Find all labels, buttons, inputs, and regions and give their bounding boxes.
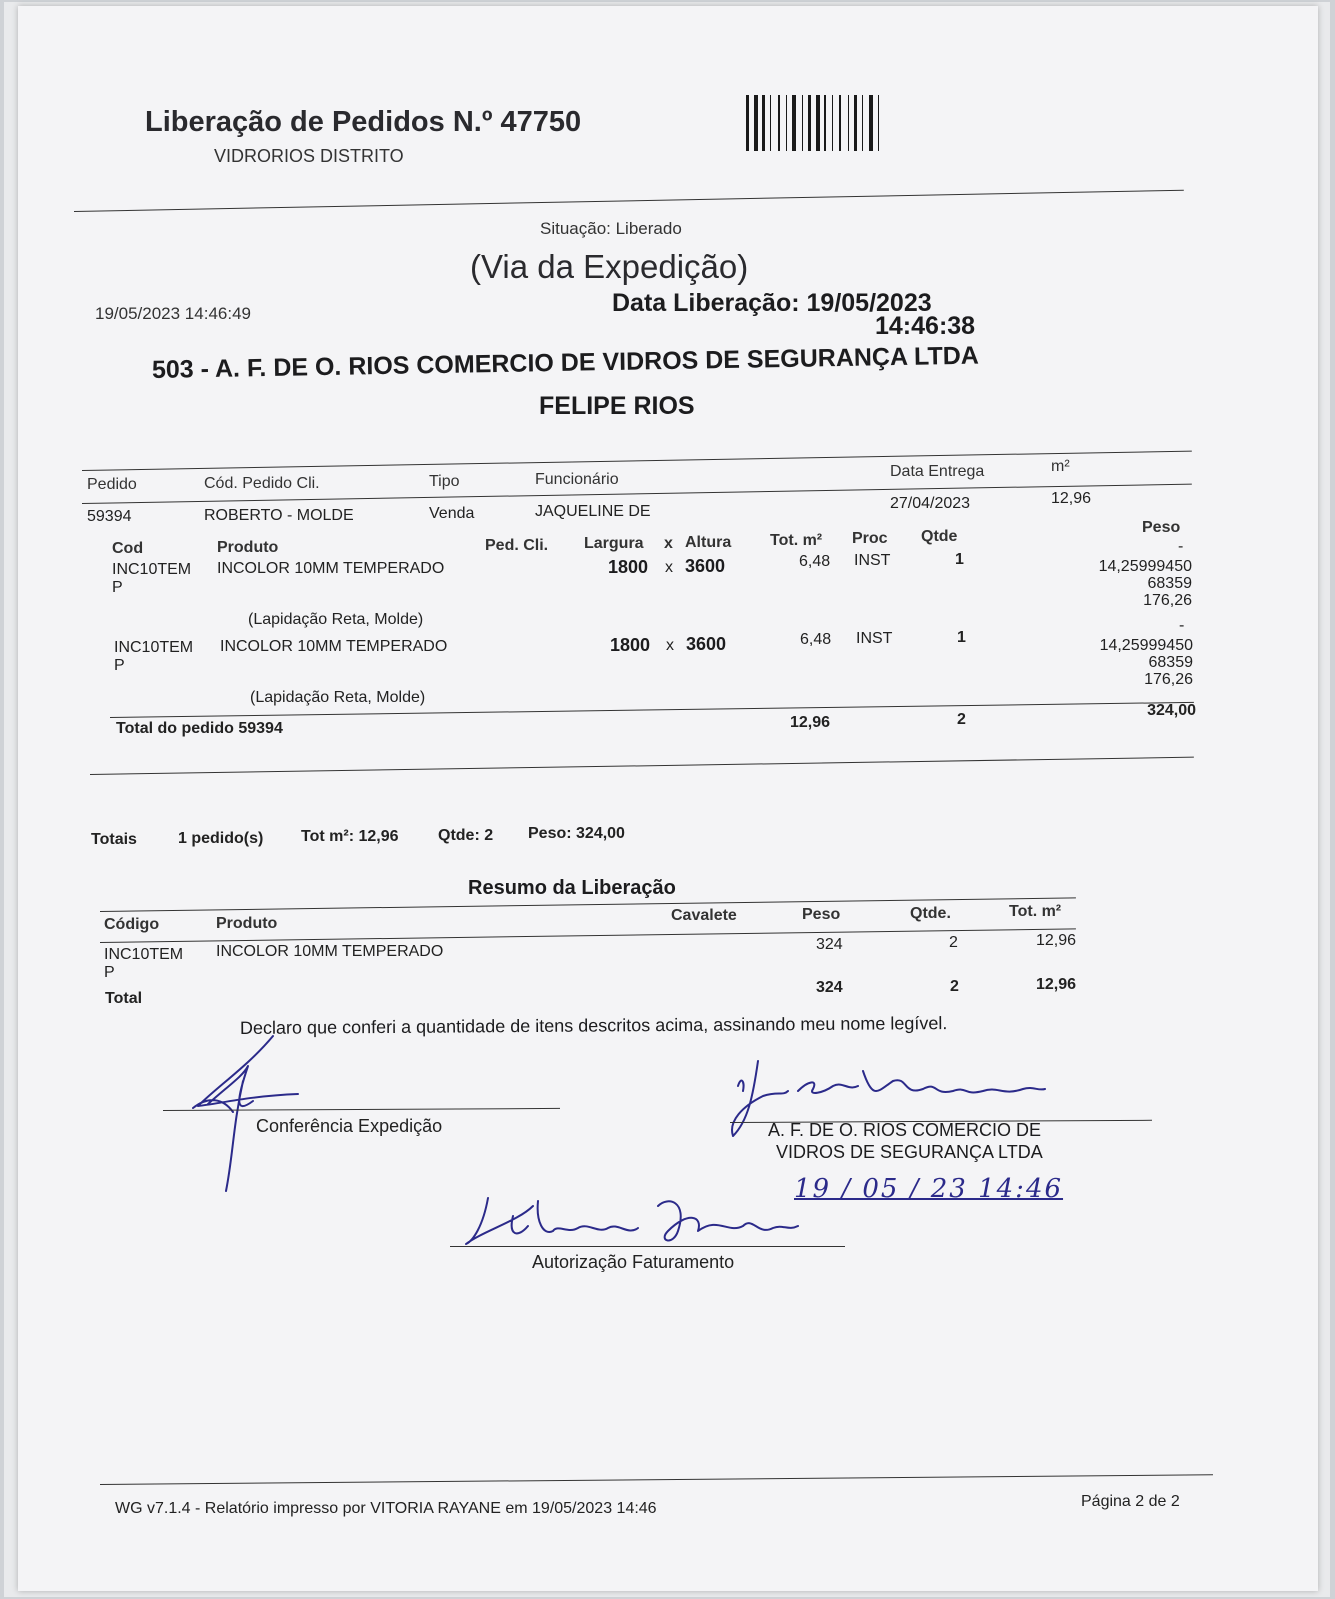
order-cod-pedido-cli: ROBERTO - MOLDE: [204, 507, 354, 524]
summary-tot-m2: 12,96: [1035, 932, 1076, 949]
handwritten-date: 19 / 05 / 23 14:46: [794, 1174, 1064, 1204]
summary-produto: INCOLOR 10MM TEMPERADO: [216, 943, 444, 960]
item-peso: 14,25999450: [1099, 637, 1193, 654]
col-data-entrega: Data Entrega: [890, 463, 985, 480]
col-m2: m²: [1051, 458, 1070, 475]
item-tot-m2: 6,48: [799, 553, 831, 570]
item-cod-cont: P: [114, 657, 125, 674]
client-contact: FELIPE RIOS: [539, 392, 695, 420]
summary-col-tot-m2: Tot. m²: [1009, 903, 1062, 920]
item-peso: 14,25999450: [1098, 558, 1192, 575]
order-funcionario: JAQUELINE DE: [535, 503, 651, 520]
order-total-qtde: 2: [957, 711, 966, 728]
item-peso-total: 176,26: [1143, 592, 1192, 609]
status-label: Situação: Liberado: [540, 219, 682, 238]
autorizacao-line: [450, 1246, 845, 1247]
summary-total-label: Total: [105, 990, 143, 1007]
item-x: x: [666, 637, 674, 654]
item-largura: 1800: [608, 557, 649, 577]
items-col-peso: Peso: [1142, 519, 1181, 536]
item-cod-cont: P: [112, 579, 123, 596]
col-cod-pedido-cli: Cód. Pedido Cli.: [204, 475, 320, 492]
summary-codigo: INC10TEM: [104, 946, 184, 963]
item-peso-total: 176,26: [1144, 671, 1193, 688]
item-peso-cont: 68359: [1147, 575, 1192, 592]
item-produto: INCOLOR 10MM TEMPERADO: [220, 638, 448, 655]
order-total-label: Total do pedido 59394: [116, 720, 283, 737]
items-col-produto: Produto: [217, 539, 279, 556]
order-top-rule: [82, 451, 1192, 471]
totals-m2: Tot m²: 12,96: [301, 828, 399, 845]
item-proc: INST: [854, 552, 891, 569]
totals-label: Totais: [91, 831, 137, 848]
order-total-peso: 324,00: [1147, 702, 1196, 719]
client-signature-line1: A. F. DE O. RIOS COMERCIO DE: [768, 1120, 1042, 1140]
summary-total-tot-m2: 12,96: [1035, 976, 1076, 993]
item-tot-m2: 6,48: [800, 631, 832, 648]
item-peso-dash: -: [1179, 617, 1185, 634]
document-title: Liberação de Pedidos N.º 47750: [145, 106, 582, 138]
items-col-x: x: [664, 535, 673, 552]
items-col-qtde: Qtde: [921, 528, 958, 545]
signature-conferencia-expedicao: [178, 1026, 318, 1196]
summary-total-qtde: 2: [950, 978, 959, 995]
item-proc: INST: [856, 630, 893, 647]
release-date: Data Liberação: 19/05/2023: [612, 289, 932, 317]
summary-col-produto: Produto: [216, 915, 278, 932]
item-peso-dash: -: [1178, 538, 1184, 555]
item-peso-cont: 68359: [1148, 654, 1193, 671]
col-tipo: Tipo: [429, 473, 460, 490]
client-name: 503 - A. F. DE O. RIOS COMERCIO DE VIDROS DE SEGURANÇA LTDA: [151, 341, 980, 384]
summary-qtde: 2: [949, 934, 958, 951]
order-m2: 12,96: [1051, 490, 1092, 507]
items-col-largura: Largura: [584, 535, 644, 552]
item-altura: 3600: [686, 634, 727, 654]
order-data-entrega: 27/04/2023: [890, 495, 971, 512]
totals-pedidos: 1 pedido(s): [178, 830, 264, 847]
summary-col-codigo: Código: [104, 916, 160, 933]
summary-peso: 324: [816, 936, 843, 953]
item-qtde: 1: [957, 629, 966, 646]
items-col-ped-cli: Ped. Cli.: [485, 537, 549, 554]
barcode: [744, 93, 944, 153]
items-col-proc: Proc: [852, 530, 888, 547]
totals-qtde: Qtde: 2: [438, 827, 494, 844]
footer-rule: [100, 1474, 1213, 1485]
item-qtde: 1: [955, 551, 964, 568]
document-page: [18, 6, 1318, 1591]
item-largura: 1800: [610, 635, 651, 655]
order-total-m2: 12,96: [790, 714, 831, 731]
item-x: x: [665, 559, 673, 576]
item-produto: INCOLOR 10MM TEMPERADO: [217, 560, 445, 577]
company-name: VIDRORIOS DISTRITO: [214, 146, 404, 166]
footer-report-info: WG v7.1.4 - Relatório impresso por VITORIA RAYANE em 19/05/2023 14:46: [115, 1500, 657, 1517]
conferencia-label: Conferência Expedição: [256, 1116, 443, 1136]
summary-col-peso: Peso: [802, 906, 841, 923]
item-altura: 3600: [685, 556, 726, 576]
summary-total-peso: 324: [816, 979, 843, 996]
summary-codigo-cont: P: [104, 964, 115, 981]
col-funcionario: Funcionário: [535, 471, 619, 488]
copy-label: (Via da Expedição): [470, 248, 749, 285]
printed-timestamp: 19/05/2023 14:46:49: [95, 304, 251, 323]
order-pedido: 59394: [87, 508, 132, 525]
summary-col-cavalete: Cavalete: [671, 907, 737, 924]
col-pedido: Pedido: [87, 476, 137, 493]
summary-col-qtde: Qtde.: [910, 905, 951, 922]
order-tipo: Venda: [429, 505, 475, 522]
footer-page-number: Página 2 de 2: [1081, 1493, 1180, 1510]
item-obs: (Lapidação Reta, Molde): [250, 689, 426, 706]
item-cod: INC10TEM: [114, 639, 194, 656]
header-divider: [74, 190, 1184, 212]
summary-title: Resumo da Liberação: [468, 877, 676, 899]
items-col-cod: Cod: [112, 540, 144, 557]
items-col-altura: Altura: [685, 534, 732, 551]
client-signature-line2: VIDROS DE SEGURANÇA LTDA: [776, 1142, 1043, 1162]
order-bottom-rule: [90, 757, 1194, 775]
release-time: 14:46:38: [875, 312, 976, 340]
items-col-tot-m2: Tot. m²: [770, 532, 823, 549]
autorizacao-label: Autorização Faturamento: [532, 1252, 735, 1272]
item-obs: (Lapidação Reta, Molde): [248, 611, 424, 628]
totals-peso: Peso: 324,00: [528, 825, 625, 842]
item-cod: INC10TEM: [112, 561, 192, 578]
declaration-text: Declaro que conferi a quantidade de itens descritos acima, assinando meu nome legível.: [239, 1013, 948, 1038]
